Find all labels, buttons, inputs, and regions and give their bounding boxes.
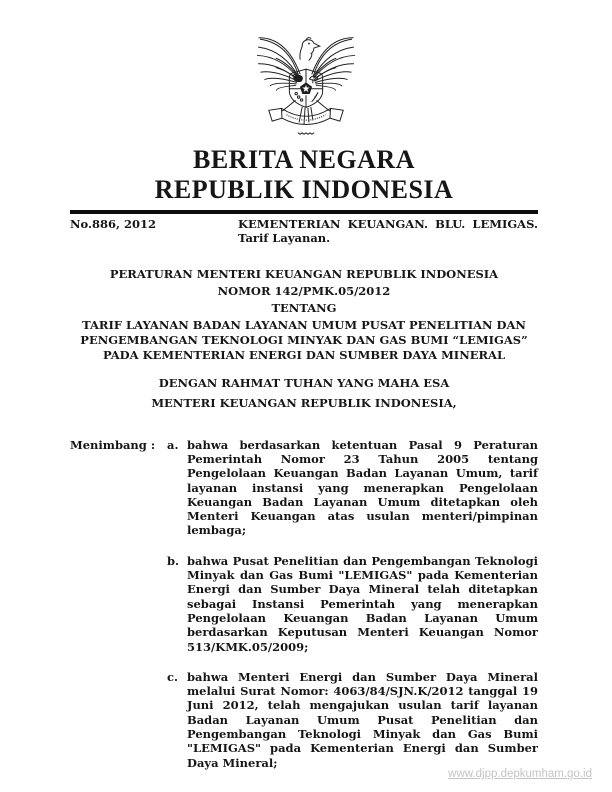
- item-letter: a.: [167, 437, 179, 452]
- considerations-label-spacer: [70, 554, 167, 654]
- heading-about-label: TENTANG: [271, 300, 337, 315]
- considerations-section: [0, 438, 612, 770]
- masthead-line2: REPUBLIK INDONESIA: [154, 174, 454, 204]
- item-letter: b.: [167, 553, 180, 568]
- item-letter: c.: [167, 669, 179, 684]
- garuda-pancasila-emblem: [0, 28, 612, 141]
- item-text: bahwa Pusat Penelitian dan Pengembangan Teknologi Minyak dan Gas Bumi "LEMIGAS" pada Kementerian Energi dan Sumber Daya Mineral telah ditetapkan sebagai Instansi Pemerintah yang menerapkan Pengelolaan Keuangan Badan Layanan Umum berdasarkan Keputusan Menteri Keuangan Nomor 513/KMK.05/2009;: [187, 553, 538, 654]
- masthead-divider: [70, 210, 538, 214]
- heading-number: NOMOR 142/PMK.05/2012: [217, 283, 391, 298]
- subject-line2: Tarif Layanan.: [238, 230, 331, 245]
- considerations-label: Menimbang :: [70, 437, 156, 452]
- heading-issuer: PERATURAN MENTERI KEUANGAN REPUBLIK INDONESIA: [109, 266, 499, 281]
- masthead: [0, 145, 612, 205]
- regulation-heading: [0, 266, 612, 412]
- authority-line: MENTERI KEUANGAN REPUBLIK INDONESIA,: [151, 395, 457, 410]
- consideration-item-a: [70, 438, 538, 538]
- issue-number: No.886, 2012: [70, 216, 157, 231]
- invocation-line: DENGAN RAHMAT TUHAN YANG MAHA ESA: [158, 375, 450, 390]
- item-text: bahwa berdasarkan ketentuan Pasal 9 Peraturan Pemerintah Nomor 23 Tahun 2005 tentang Pengelolaan Keuangan Badan Layanan Umum, tarif layanan instansi yang menerapkan Pengelolaan Keuangan Badan Layanan Umum ditetapkan oleh Menteri Keuangan atas usulan menteri/pimpinan lembaga;: [187, 437, 538, 538]
- watermark-url: www.djpp.depkumham.go.id: [448, 768, 592, 780]
- item-text: bahwa Menteri Energi dan Sumber Daya Mineral melalui Surat Nomor: 4063/84/SJN.K/2012 tanggal 19 Juni 2012, telah mengajukan usulan tarif layanan Badan Layanan Umum Pusat Penelitian dan Pengembangan Teknologi Minyak dan Gas Bumi "LEMIGAS" pada Kementerian Energi dan Sumber Daya Mineral;: [187, 669, 538, 770]
- subject-block: [238, 217, 538, 245]
- garuda-emblem-icon: [257, 28, 355, 141]
- subject-line1: KEMENTERIAN KEUANGAN. BLU. LEMIGAS.: [238, 216, 538, 231]
- considerations-label-spacer: [70, 670, 167, 770]
- consideration-item-b: [70, 554, 538, 654]
- document-title: TARIF LAYANAN BADAN LAYANAN UMUM PUSAT PENELITIAN DAN PENGEMBANGAN TEKNOLOGI MINYAK DAN GAS BUMI “LEMIGAS” PADA KEMENTERIAN ENERGI DAN SUMBER DAYA MINERAL: [80, 317, 528, 362]
- consideration-item-c: [70, 670, 538, 770]
- masthead-line1: BERITA NEGARA: [192, 144, 415, 174]
- meta-row: [0, 217, 612, 245]
